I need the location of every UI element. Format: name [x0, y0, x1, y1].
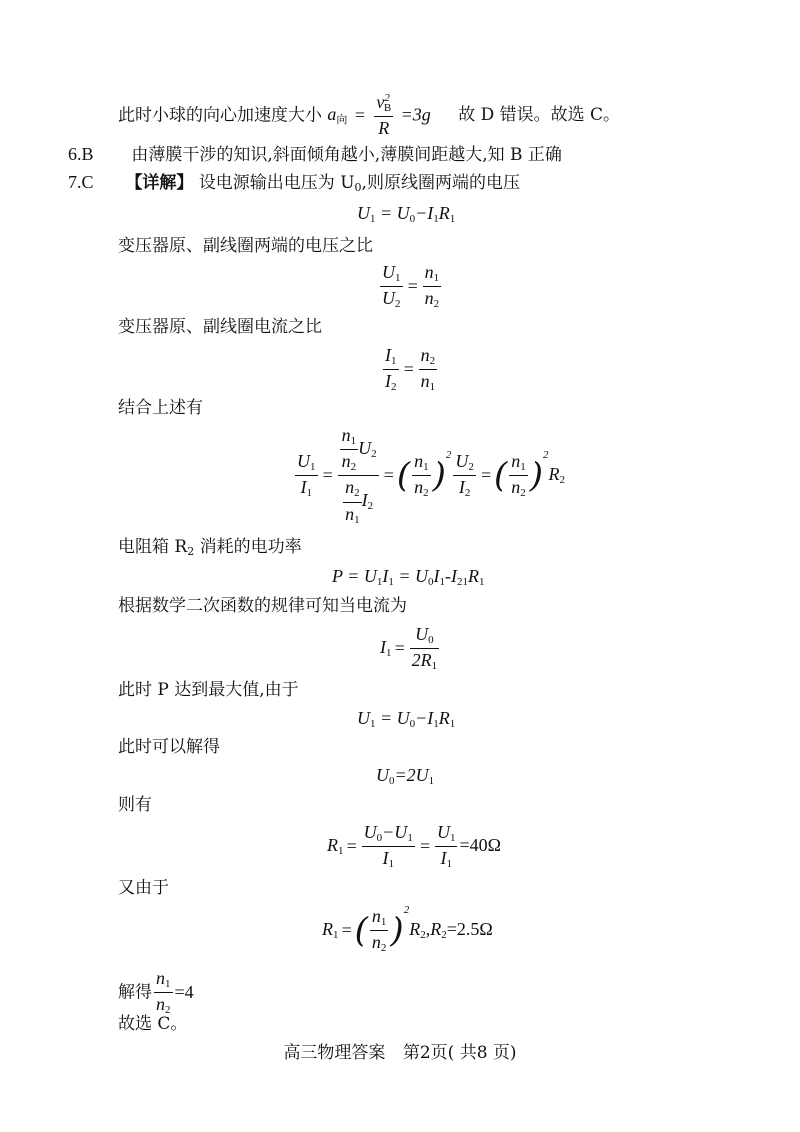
eq-i1: $I_1$ = $\frac{U_0}{2R_1}$ — [380, 624, 438, 673]
text-quadratic: 根据数学二次函数的规律可知当电流为 — [118, 596, 407, 616]
eq-r1: $R_1$ = $\frac{U_0-U_1}{I_1}$ = $\frac{U_1}{I_1}$ =40Ω — [327, 822, 501, 871]
text-voltage-ratio: 变压器原、副线圈两端的电压之比 — [118, 236, 373, 256]
text-combine: 结合上述有 — [118, 398, 203, 418]
eq-u1: $U_1 = U_0-I_1R_1$ — [357, 203, 456, 225]
q7-line: 7.C 【详解】 设电源输出电压为 $U_0$,则原线圈两端的电压 — [68, 172, 520, 194]
q7-intro: 设电源输出电压为 U — [198, 173, 355, 193]
eq-power: $P = U_1I_1 = U_0I_1-I_{21}R_1$ — [332, 566, 485, 588]
eq-u0: $U_0=2U_1$ — [376, 765, 435, 787]
header-line: 此时小球的向心加速度大小 $a_向$ = $\frac{v^2_B}{R}$ =3g 故 D 错误。故选 C。 — [118, 92, 621, 139]
q7-detail-tag: 【详解】 — [125, 173, 194, 193]
q6-number: 6.B — [68, 144, 94, 164]
text-pmax: 此时 P 达到最大值,由于 — [118, 680, 299, 700]
footer-title: 高三物理答案 — [283, 1043, 386, 1063]
eq-r2: $R_1$ =( $\frac{n_1}{n_2}$ )$^2R_2,R_2=2.5\Omega$ — [322, 904, 493, 955]
text-power: 电阻箱 $R_2$ 消耗的电功率 — [118, 537, 302, 558]
page-footer — [0, 1038, 800, 1063]
eq-current-ratio: $\frac{I_1}{I_2}$ = $\frac{n_2}{n_1}$ — [385, 345, 436, 394]
q7-number: 7.C — [68, 172, 94, 192]
text-solve: 此时可以解得 — [118, 737, 220, 757]
footer-page: 第2页( 共8 页) — [402, 1043, 517, 1063]
accel-result: =3g — [400, 104, 431, 125]
text-then: 则有 — [118, 795, 152, 815]
q6-text: 由薄膜干涉的知识,斜面倾角越小,薄膜间距越大,知 B 正确 — [131, 145, 562, 165]
text-also: 又由于 — [118, 878, 169, 898]
header-text: 此时小球的向心加速度大小 — [118, 105, 322, 126]
eq-u1-again: $U_1 = U_0-I_1R_1$ — [357, 708, 456, 730]
text-solved: 解得 $\frac{n_1}{n_2}$ =4 — [118, 968, 194, 1017]
accel-symbol: $a_向$ — [327, 104, 348, 127]
text-current-ratio: 变压器原、副线圈电流之比 — [118, 317, 322, 337]
q6-line — [68, 144, 562, 166]
text-final: 故选 C。 — [118, 1014, 188, 1034]
accel-fraction: $\frac{v^2_B}{R}$ — [376, 92, 392, 139]
eq-voltage-ratio: $\frac{U_1}{U_2}$ = $\frac{n_1}{n_2}$ — [382, 262, 440, 311]
header-tail: 故 D 错误。故选 C。 — [458, 105, 621, 126]
eq-combined: $\frac{U_1}{I_1}$ = $\frac{n_1}{n_2}$ $U_2$ $\frac{n_2}{n_1}$ $I_2$ =( $\frac{n_1}{n_2}$ )$^2$ $\frac{U_2}{I_2}$ =( $\frac{n_1}{n_2}$ )$^2R_2$ — [297, 425, 566, 526]
